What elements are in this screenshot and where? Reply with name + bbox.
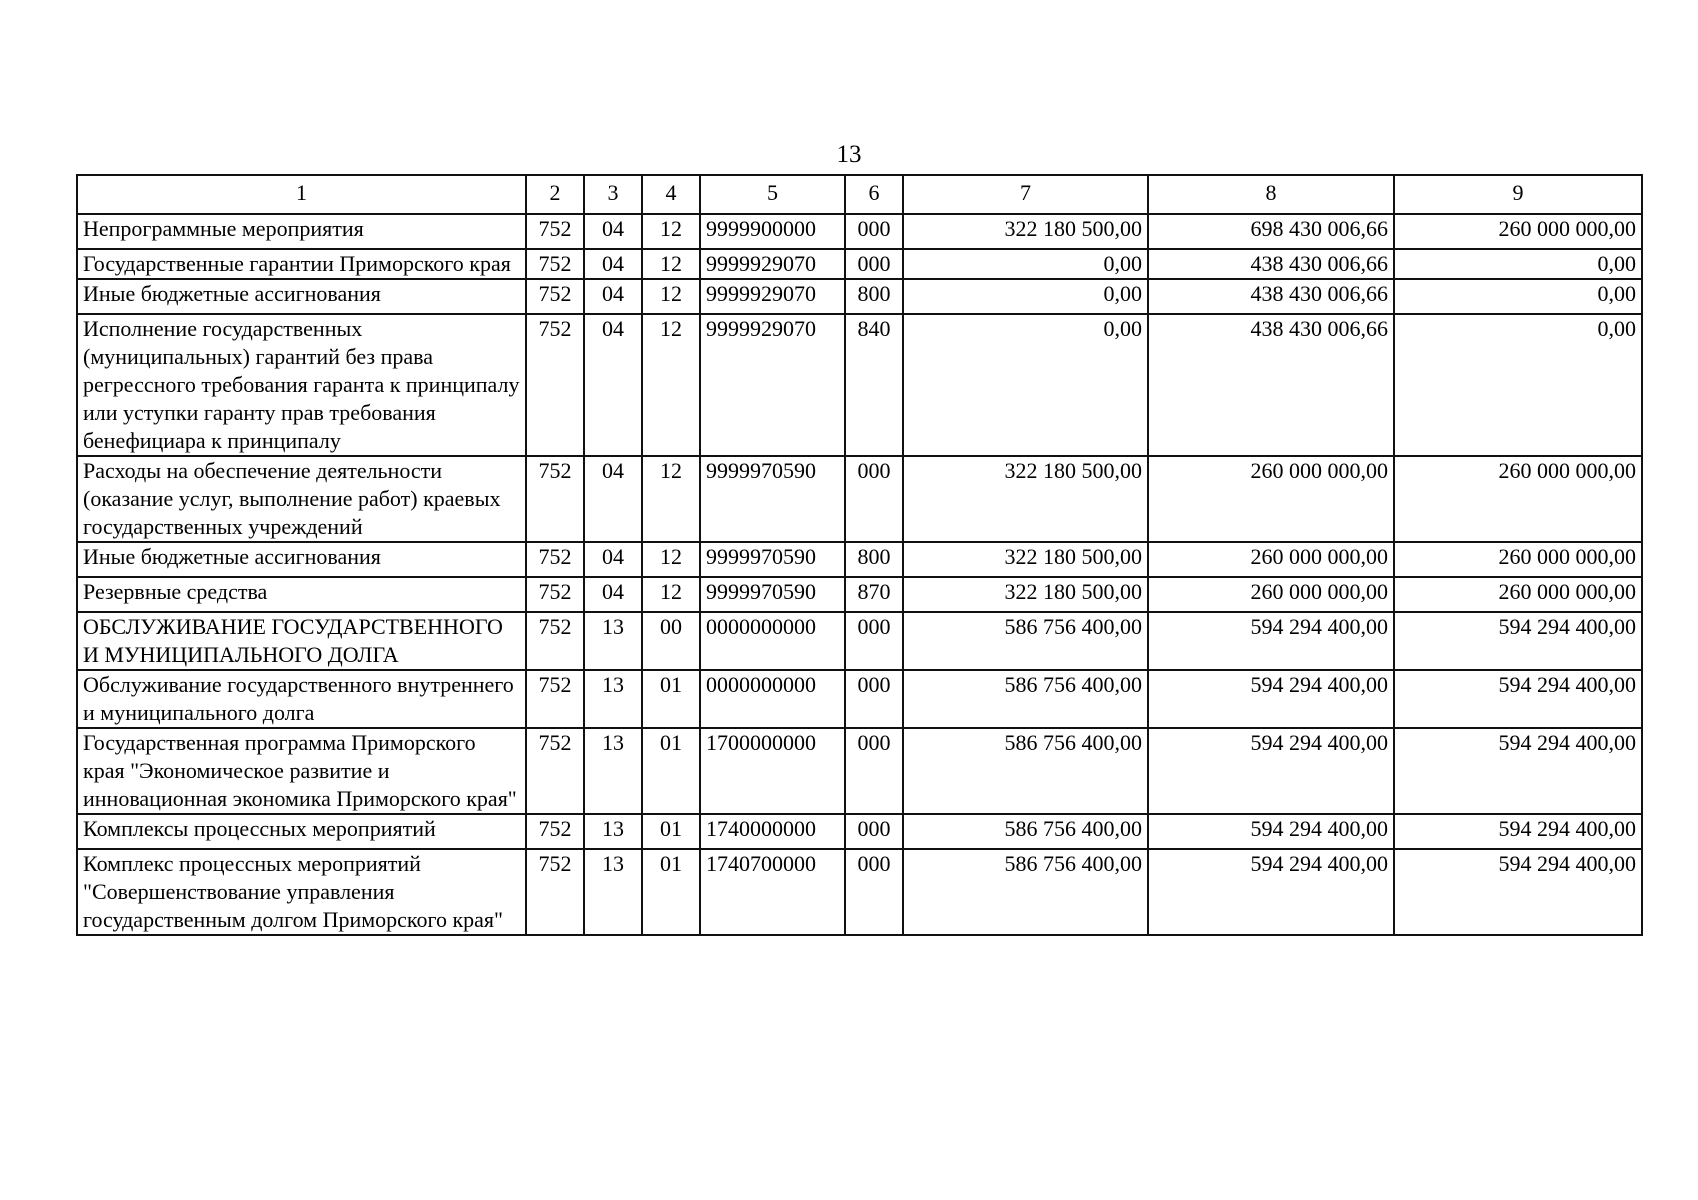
section-code: 04 — [584, 249, 642, 279]
table-row — [77, 577, 1642, 612]
expense-name: ОБСЛУЖИВАНИЕ ГОСУДАРСТВЕННОГО И МУНИЦИПАЛЬНОГО ДОЛГА — [77, 612, 526, 670]
ministry-code: 752 — [526, 577, 584, 612]
subsection-code: 12 — [642, 456, 700, 542]
table-row — [77, 249, 1642, 279]
table-row — [77, 612, 1642, 670]
table-row — [77, 728, 1642, 814]
subsection-code: 01 — [642, 814, 700, 849]
expense-type-code: 870 — [845, 577, 903, 612]
ministry-code: 752 — [526, 728, 584, 814]
amount-col-9: 0,00 — [1394, 279, 1642, 314]
amount-col-8: 260 000 000,00 — [1148, 456, 1394, 542]
subsection-code: 12 — [642, 314, 700, 456]
subsection-code: 01 — [642, 670, 700, 728]
ministry-code: 752 — [526, 670, 584, 728]
amount-col-9: 260 000 000,00 — [1394, 577, 1642, 612]
page-number: 13 — [836, 141, 862, 168]
column-header: 5 — [700, 175, 845, 214]
amount-col-8: 594 294 400,00 — [1148, 670, 1394, 728]
amount-col-8: 594 294 400,00 — [1148, 849, 1394, 935]
table-row — [77, 849, 1642, 935]
amount-col-8: 594 294 400,00 — [1148, 612, 1394, 670]
budget-table — [76, 174, 1643, 936]
column-header: 3 — [584, 175, 642, 214]
amount-col-7: 322 180 500,00 — [903, 577, 1148, 612]
table-row — [77, 456, 1642, 542]
expense-name: Исполнение государственных (муниципальных) гарантий без права регрессного требования гаранта к принципалу или уступки гаранту прав требования бенефициара к принципалу — [77, 314, 526, 456]
column-header: 7 — [903, 175, 1148, 214]
table-row — [77, 314, 1642, 456]
expense-type-code: 800 — [845, 542, 903, 577]
section-code: 13 — [584, 849, 642, 935]
amount-col-9: 594 294 400,00 — [1394, 814, 1642, 849]
section-code: 13 — [584, 814, 642, 849]
amount-col-9: 594 294 400,00 — [1394, 849, 1642, 935]
amount-col-8: 438 430 006,66 — [1148, 314, 1394, 456]
table-row — [77, 814, 1642, 849]
expense-name: Резервные средства — [77, 577, 526, 612]
target-article-code: 0000000000 — [700, 670, 845, 728]
amount-col-9: 260 000 000,00 — [1394, 214, 1642, 249]
target-article-code: 9999929070 — [700, 249, 845, 279]
section-code: 04 — [584, 456, 642, 542]
subsection-code: 12 — [642, 279, 700, 314]
section-code: 04 — [584, 314, 642, 456]
section-code: 04 — [584, 542, 642, 577]
subsection-code: 12 — [642, 214, 700, 249]
expense-name: Иные бюджетные ассигнования — [77, 279, 526, 314]
target-article-code: 9999900000 — [700, 214, 845, 249]
expense-type-code: 000 — [845, 249, 903, 279]
amount-col-7: 0,00 — [903, 249, 1148, 279]
expense-name: Государственные гарантии Приморского края — [77, 249, 526, 279]
expense-name: Иные бюджетные ассигнования — [77, 542, 526, 577]
target-article-code: 9999970590 — [700, 542, 845, 577]
expense-name: Комплексы процессных мероприятий — [77, 814, 526, 849]
ministry-code: 752 — [526, 279, 584, 314]
table-row — [77, 670, 1642, 728]
ministry-code: 752 — [526, 849, 584, 935]
expense-name: Непрограммные мероприятия — [77, 214, 526, 249]
expense-type-code: 000 — [845, 612, 903, 670]
expense-name: Комплекс процессных мероприятий "Совершенствование управления государственным долгом Приморского края" — [77, 849, 526, 935]
amount-col-7: 322 180 500,00 — [903, 542, 1148, 577]
amount-col-8: 438 430 006,66 — [1148, 279, 1394, 314]
target-article-code: 0000000000 — [700, 612, 845, 670]
expense-type-code: 000 — [845, 728, 903, 814]
amount-col-8: 260 000 000,00 — [1148, 577, 1394, 612]
ministry-code: 752 — [526, 456, 584, 542]
target-article-code: 1740700000 — [700, 849, 845, 935]
amount-col-8: 438 430 006,66 — [1148, 249, 1394, 279]
column-header: 6 — [845, 175, 903, 214]
ministry-code: 752 — [526, 814, 584, 849]
amount-col-7: 0,00 — [903, 279, 1148, 314]
section-code: 13 — [584, 728, 642, 814]
target-article-code: 9999970590 — [700, 456, 845, 542]
expense-type-code: 000 — [845, 456, 903, 542]
expense-type-code: 000 — [845, 214, 903, 249]
column-header: 8 — [1148, 175, 1394, 214]
column-header: 9 — [1394, 175, 1642, 214]
expense-type-code: 800 — [845, 279, 903, 314]
amount-col-7: 586 756 400,00 — [903, 728, 1148, 814]
target-article-code: 9999929070 — [700, 314, 845, 456]
section-code: 13 — [584, 612, 642, 670]
amount-col-9: 260 000 000,00 — [1394, 542, 1642, 577]
expense-type-code: 840 — [845, 314, 903, 456]
expense-name: Государственная программа Приморского края "Экономическое развитие и инновационная экономика Приморского края" — [77, 728, 526, 814]
subsection-code: 12 — [642, 542, 700, 577]
section-code: 04 — [584, 577, 642, 612]
amount-col-7: 0,00 — [903, 314, 1148, 456]
amount-col-9: 594 294 400,00 — [1394, 612, 1642, 670]
amount-col-9: 594 294 400,00 — [1394, 728, 1642, 814]
target-article-code: 1740000000 — [700, 814, 845, 849]
subsection-code: 12 — [642, 577, 700, 612]
ministry-code: 752 — [526, 249, 584, 279]
column-header: 1 — [77, 175, 526, 214]
subsection-code: 00 — [642, 612, 700, 670]
amount-col-8: 260 000 000,00 — [1148, 542, 1394, 577]
amount-col-7: 322 180 500,00 — [903, 456, 1148, 542]
subsection-code: 01 — [642, 849, 700, 935]
section-code: 13 — [584, 670, 642, 728]
table-row — [77, 214, 1642, 249]
amount-col-7: 586 756 400,00 — [903, 814, 1148, 849]
column-number-header — [77, 175, 1642, 214]
column-header: 4 — [642, 175, 700, 214]
ministry-code: 752 — [526, 314, 584, 456]
subsection-code: 12 — [642, 249, 700, 279]
target-article-code: 1700000000 — [700, 728, 845, 814]
expense-name: Расходы на обеспечение деятельности (оказание услуг, выполнение работ) краевых государственных учреждений — [77, 456, 526, 542]
section-code: 04 — [584, 279, 642, 314]
expense-type-code: 000 — [845, 670, 903, 728]
table-row — [77, 542, 1642, 577]
expense-type-code: 000 — [845, 814, 903, 849]
amount-col-9: 594 294 400,00 — [1394, 670, 1642, 728]
ministry-code: 752 — [526, 542, 584, 577]
column-header: 2 — [526, 175, 584, 214]
target-article-code: 9999970590 — [700, 577, 845, 612]
amount-col-9: 260 000 000,00 — [1394, 456, 1642, 542]
amount-col-7: 586 756 400,00 — [903, 670, 1148, 728]
target-article-code: 9999929070 — [700, 279, 845, 314]
expense-type-code: 000 — [845, 849, 903, 935]
table-row — [77, 279, 1642, 314]
subsection-code: 01 — [642, 728, 700, 814]
amount-col-8: 698 430 006,66 — [1148, 214, 1394, 249]
amount-col-8: 594 294 400,00 — [1148, 814, 1394, 849]
ministry-code: 752 — [526, 612, 584, 670]
amount-col-8: 594 294 400,00 — [1148, 728, 1394, 814]
amount-col-9: 0,00 — [1394, 249, 1642, 279]
expense-name: Обслуживание государственного внутреннего и муниципального долга — [77, 670, 526, 728]
amount-col-7: 586 756 400,00 — [903, 612, 1148, 670]
ministry-code: 752 — [526, 214, 584, 249]
section-code: 04 — [584, 214, 642, 249]
amount-col-7: 322 180 500,00 — [903, 214, 1148, 249]
amount-col-7: 586 756 400,00 — [903, 849, 1148, 935]
amount-col-9: 0,00 — [1394, 314, 1642, 456]
